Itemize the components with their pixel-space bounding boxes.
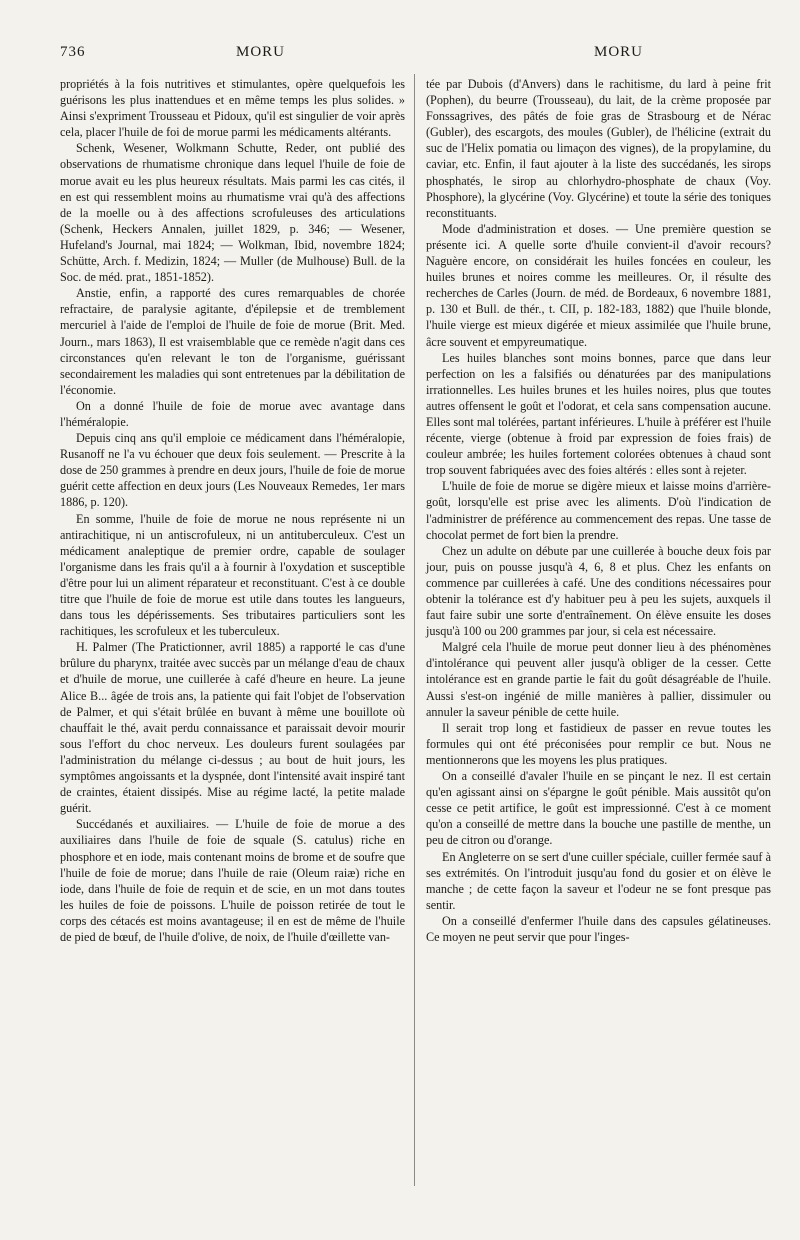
running-head-left: MORU bbox=[236, 44, 286, 60]
paragraph: On a conseillé d'avaler l'huile en se pinçant le nez. Il est certain qu'en agissant ainsi on s'épargne le goût pénible. Mais aussitôt qu'on cesse ce petit artifice, le goût est impressionné. C'est à ce moment qu'on a conseillé de mettre dans la bouche une pastille de menthe, un peu de citron ou d'orange. bbox=[426, 769, 771, 848]
paragraph: Malgré cela l'huile de morue peut donner lieu à des phénomènes d'intolérance qui peuvent aller jusqu'à obliger de la cesser. Cette intolérance est en grande partie le fait du goût désagréable de l'huile. Aussi s'est-on ingénié de mille manières à pallier, dissimuler ou annuler la saveur pénible de cette huile. bbox=[426, 640, 771, 719]
right-column bbox=[426, 76, 771, 945]
paragraph: Depuis cinq ans qu'il emploie ce médicament dans l'héméralopie, Rusanoff ne l'a vu échouer que deux fois seulement. — Prescrite à la dose de 250 grammes à prendre en deux jours, l'huile de foie de morue guérit cette affection en deux jours (Les Nouveaux Remedes, 1er mars 1886, p. 120). bbox=[60, 431, 405, 510]
paragraph: Succédanés et auxiliaires. — L'huile de foie de morue a des auxiliaires dans l'huile de foie de squale (S. catulus) riche en phosphore et en iode, mais contenant moins de brome et de soufre que l'huile de foie de morue; dans l'huile de raie (Oleum raiæ) riche en iode, dans l'huile de foie de requin et de scie, en un mot dans toutes les huiles de foie de poissons. L'huile de poisson retirée de tout le corps des cétacés est moins avantageuse; il en est de même de l'huile de pied de bœuf, de l'huile d'olive, de noix, de l'huile d'œillette van- bbox=[60, 817, 405, 944]
paragraph: H. Palmer (The Pratictionner, avril 1885) a rapporté le cas d'une brûlure du pharynx, traitée avec succès par un mélange d'eau de chaux et d'huile de morue, une cuillerée à café d'heure en heure. La jeune Alice B... âgée de trois ans, la patiente qui fait l'objet de l'observation de Palmer, et qui s'était brûlée en buvant à même une bouillote où chauffait le thé, avait perdu connaissance et paraissait devoir mourir sous l'effort du choc nerveux. Les douleurs furent soulagées par l'administration du mélange ci-dessus ; au bout de huit jours, les symptômes angoissants et la dyspnée, dont l'intensité avait inspiré tant de craintes, étaient dissipés. Mise au régime lacté, la petite malade guérit. bbox=[60, 640, 405, 816]
paragraph: Chez un adulte on débute par une cuillerée à bouche deux fois par jour, puis on pousse jusqu'à 4, 6, 8 et plus. Chez les enfants on commence par cuillerées à café. Une des conditions nécessaires pour obtenir la tolérance est d'y habituer peu à peu les sujets, auxquels il faut faire subir une sorte d'entraînement. On élève ensuite les doses jusqu'à 100 ou 200 grammes par jour, si cela est nécessaire. bbox=[426, 543, 771, 639]
paragraph: En Angleterre on se sert d'une cuiller spéciale, cuiller fermée sauf à ses extrémités. On l'introduit jusqu'au fond du gosier et on élève le manche ; de cette façon la saveur et l'odeur ne se font presque pas sentir. bbox=[426, 849, 771, 912]
paragraph: L'huile de foie de morue se digère mieux et laisse moins d'arrière-goût, lorsqu'elle est prise avec les aliments. D'où l'indication de l'administrer de préférence au commencement des repas. Une tasse de chocolat permet de fort bien la prendre. bbox=[426, 479, 771, 542]
left-column bbox=[60, 76, 405, 945]
paragraph: En somme, l'huile de foie de morue ne nous représente ni un antirachitique, ni un antiscrofuleux, ni un antituberculeux. C'est un médicament analeptique de premier ordre, capable de soulager l'organisme dans les frais qu'il a à fournir à l'oxydation et susceptible d'être pour lui un aliment réparateur et reconstituant. C'est à ce double titre que l'huile de foie de morue est utile dans toutes les langueurs, dans tous les dépérissements. Ses tributaires particuliers sont les rachitiques, les scrofuleux et les tuberculeux. bbox=[60, 511, 405, 639]
paragraph: On a conseillé d'enfermer l'huile dans des capsules gélatineuses. Ce moyen ne peut servir que pour l'inges- bbox=[426, 913, 771, 944]
paragraph: Mode d'administration et doses. — Une première question se présente ici. A quelle sorte d'huile convient-il d'avoir recours? Naguère encore, on considérait les huiles foncées en couleur, les huiles brunes et noires comme les meilleures. Or, il résulte des recherches de Carles (Journ. de méd. de Bordeaux, 6 novembre 1881, p. 130 et Bull. de thér., t. CII, p. 182-183, 1882) que l'huile blonde, l'huile vierge est mieux digérée et mieux assimilée que l'huile brune, âcre souvent et empyreumatique. bbox=[426, 221, 771, 349]
paragraph: tée par Dubois (d'Anvers) dans le rachitisme, du lard à peine frit (Pophen), du beurre (Trousseau), du lait, de la crème proposée par Fonssagrives, des pâtés de foie gras de Strasbourg et de Nérac (Gubler), des escargots, des moules (Gubler), de l'hélicine (extrait du suc de l'Helix pomatia ou limaçon des vignes), de la propylamine, du caviar, etc. Enfin, il faut ajouter à la liste des succédanés, les sirops phosphatés, le sirop au chlorhydro-phosphate de chaux (Voy. Phosphore), la glycérine (Voy. Glycérine) et toute la série des toniques reconstituants. bbox=[426, 77, 771, 220]
page-number: 736 bbox=[60, 44, 86, 60]
paragraph: Anstie, enfin, a rapporté des cures remarquables de chorée refractaire, de paralysie agitante, d'épilepsie et de tremblement mercuriel à l'aide de l'emploi de l'huile de foie de morue (Brit. Med. Journ., mars 1863), Il est vraisemblable que ce remède n'agit dans ces circonstances qu'en relevant le ton de l'organisme, guérissant secondairement les maladies qui sont entretenues par la débilitation de l'économie. bbox=[60, 286, 405, 397]
running-head-right: MORU bbox=[594, 44, 644, 60]
paragraph: Il serait trop long et fastidieux de passer en revue toutes les formules qui ont été préconisées pour remplir ce but. Nous ne mentionnerons que les moyens les plus pratiques. bbox=[426, 720, 771, 767]
paragraph: Schenk, Wesener, Wolkmann Schutte, Reder, ont publié des observations de rhumatisme chronique dans lequel l'huile de foie de morue avait eu les plus heureux résultats. Mais parmi les cas cités, il en est qui ressemblent moins au rhumatisme vrai qu'à des affections de la moelle ou à des affections scrofuleuses des articulations (Schenk, Heckers Annalen, juillet 1829, p. 346; — Wesener, Hufeland's Journal, mai 1824; — Wolkman, Ibid, novembre 1824; Schütte, Arch. f. Medizin, 1824; — Muller (de Mulhouse) Bull. de la Soc. de méd. prat., 1851-1852). bbox=[60, 141, 405, 285]
paragraph: On a donné l'huile de foie de morue avec avantage dans l'héméralopie. bbox=[60, 398, 405, 429]
column-divider bbox=[414, 74, 415, 1186]
paragraph: Les huiles blanches sont moins bonnes, parce que dans leur perfection on les a falsifiés ou dénaturées par des manipulations irrationnelles. Les huiles brunes et les huiles noires, plus que toutes autres offensent le goût et l'odorat, et cela sans compensation aucune. Elles sont mal tolérées, partant inférieures. L'huile à préférer est l'huile récente, vierge (obtenue à froid par expression de foies frais) de couleur ambrée; les huiles fortement colorées obtenues à chaud sont trop souvent fabriquées avec des foies altérés : elles sont à rejeter. bbox=[426, 350, 771, 478]
paragraph: propriétés à la fois nutritives et stimulantes, opère quelquefois les guérisons les plus inattendues et en même temps les plus solides. » Ainsi s'expriment Trousseau et Pidoux, qu'il est singulier de voir après cela, placer l'huile de foi de morue parmi les médicaments altérants. bbox=[60, 77, 405, 140]
